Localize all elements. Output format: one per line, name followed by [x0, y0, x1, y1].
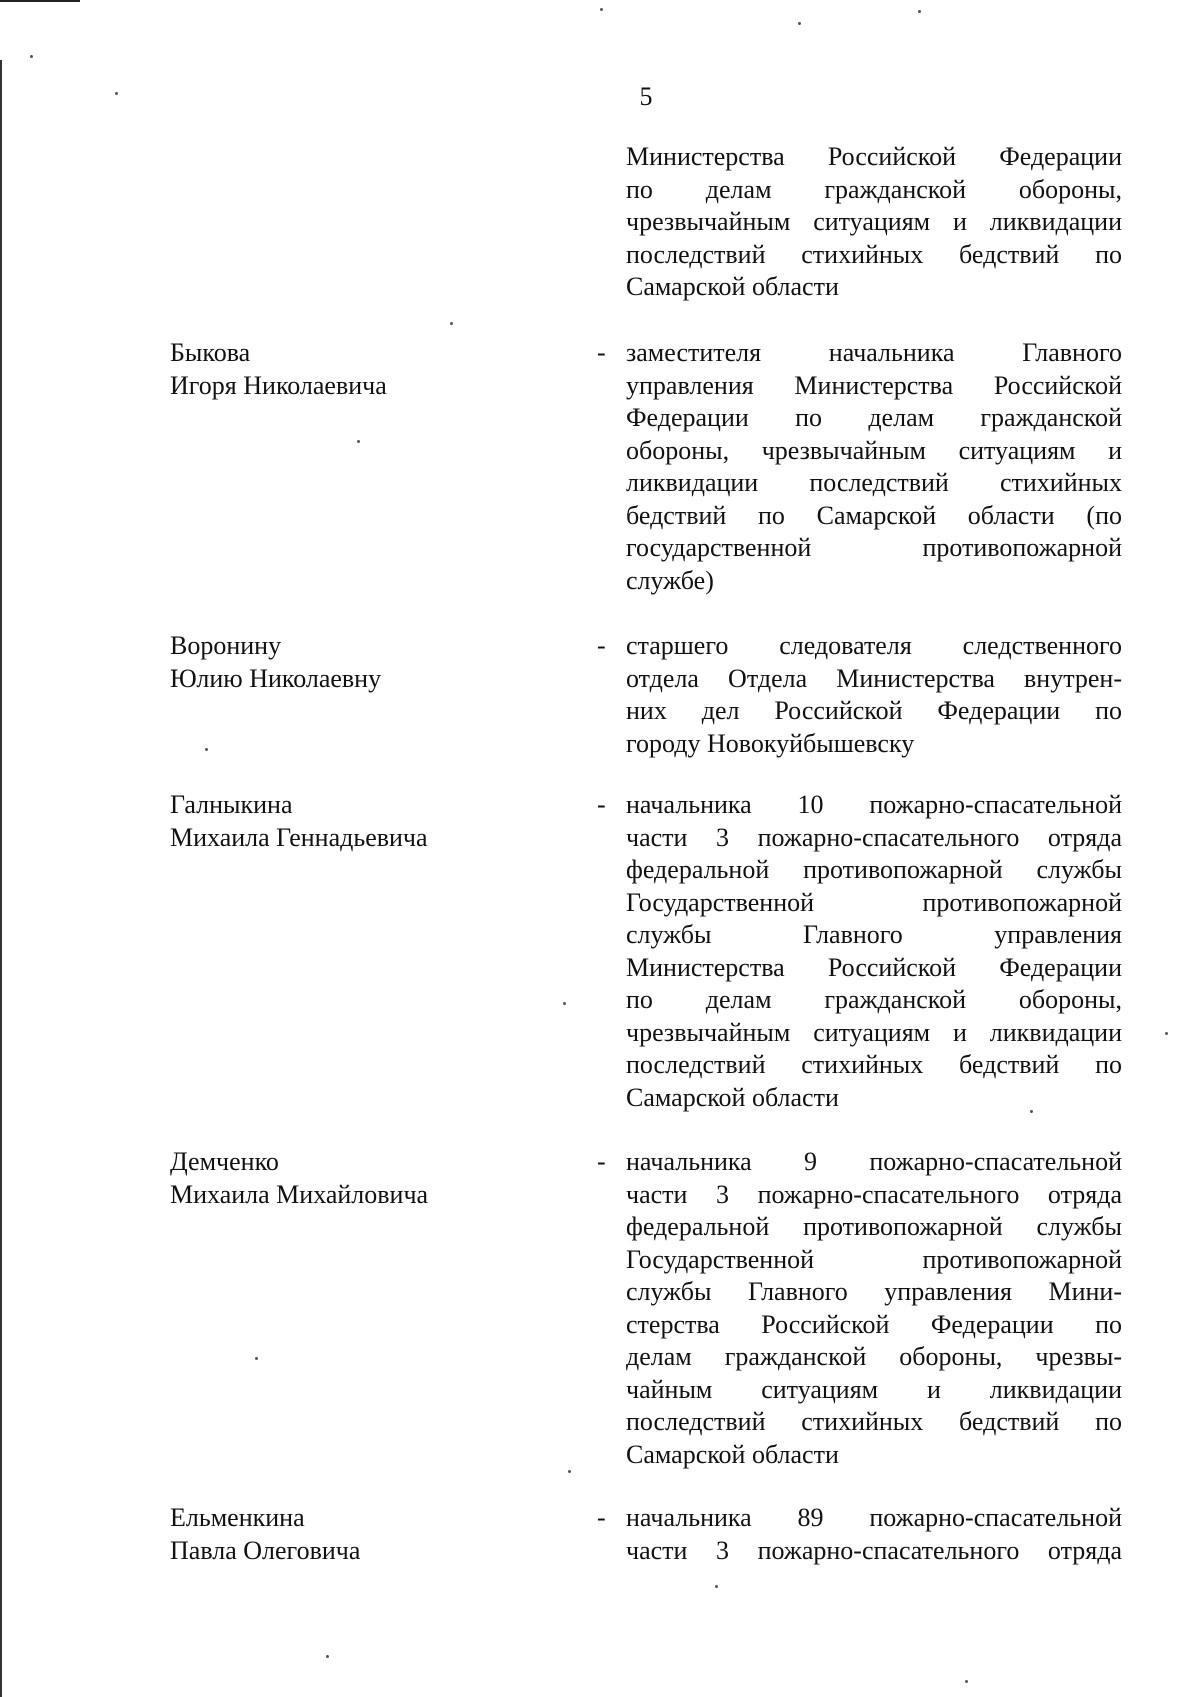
description-line: Государственной противопожарной [626, 1244, 1122, 1274]
description-line: начальника 89 пожарно-спасательной [626, 1503, 1122, 1532]
person-name [170, 630, 550, 695]
scan-speck [965, 1680, 968, 1683]
dash: - [597, 790, 606, 819]
continuation-text [626, 141, 1122, 304]
description-line: Министерства Российской Федерации [626, 952, 1122, 982]
description-line: чайным ситуациям и ликвидации [626, 1374, 1122, 1404]
scan-speck [1165, 1032, 1168, 1035]
description-line: службы Главного управления Мини- [626, 1277, 1122, 1306]
dash: - [597, 631, 606, 660]
continuation-line: чрезвычайным ситуациям и ликвидации [626, 207, 1122, 236]
scan-edge-left [0, 60, 2, 1697]
description-line: заместителя начальника Главного [626, 338, 1122, 367]
description-line: городу Новокуйбышевску [626, 728, 915, 758]
description-line: чрезвычайным ситуациям и ликвидации [626, 1017, 1122, 1047]
scan-edge-top [0, 0, 80, 2]
description-line: части 3 пожарно-спасательного отряда [626, 1179, 1122, 1209]
description-line: Федерации по делам гражданской [626, 403, 1122, 432]
dash: - [597, 1147, 606, 1176]
description-line: начальника 10 пожарно-спасательной [626, 790, 1122, 819]
continuation-line: Министерства Российской Федерации [626, 142, 1122, 171]
description-line: начальника 9 пожарно-спасательной [626, 1147, 1122, 1176]
description-line: них дел Российской Федерации по [626, 696, 1122, 725]
description-line: старшего следователя следственного [626, 631, 1122, 660]
given-names: Михаила Геннадьевича [170, 822, 428, 852]
surname: Быкова [170, 338, 251, 367]
given-names: Игоря Николаевича [170, 370, 387, 400]
scan-speck [918, 10, 921, 13]
description-line: части 3 пожарно-спасательного отряда [626, 1535, 1122, 1565]
description-line: Самарской области [626, 1439, 839, 1469]
dash: - [597, 338, 606, 367]
position-description [626, 789, 1122, 1114]
description-line: обороны, чрезвычайным ситуациям и [626, 435, 1122, 465]
scan-speck [715, 1585, 718, 1588]
scan-speck [798, 22, 801, 25]
position-description [626, 1502, 1122, 1567]
position-description [626, 1146, 1122, 1471]
description-line: части 3 пожарно-спасательного отряда [626, 822, 1122, 852]
person-name [170, 1502, 550, 1567]
scan-speck [563, 1002, 566, 1005]
description-line: Самарской области [626, 1082, 839, 1112]
description-line: Государственной противопожарной [626, 887, 1122, 917]
scan-speck [30, 55, 33, 58]
description-line: стерства Российской Федерации по [626, 1309, 1122, 1339]
description-line: бедствий по Самарской области (по [626, 500, 1122, 530]
surname: Демченко [170, 1147, 279, 1176]
person-name [170, 789, 550, 854]
scan-speck [326, 1655, 329, 1658]
given-names: Михаила Михайловича [170, 1179, 429, 1209]
scan-speck [115, 92, 118, 95]
page-number: 5 [639, 82, 653, 111]
description-line: делам гражданской обороны, чрезвы- [626, 1342, 1122, 1371]
description-line: федеральной противопожарной службы [626, 1212, 1122, 1241]
description-line: отдела Отдела Министерства внутрен- [626, 663, 1122, 693]
person-name [170, 1146, 550, 1211]
description-line: последствий стихийных бедствий по [626, 1407, 1122, 1436]
scan-speck [357, 440, 360, 443]
given-names: Юлию Николаевну [170, 663, 382, 693]
scan-speck [450, 322, 453, 325]
scan-speck [1030, 1110, 1033, 1113]
scan-speck [600, 8, 603, 11]
continuation-line: последствий стихийных бедствий по [626, 239, 1122, 269]
description-line: ликвидации последствий стихийных [626, 468, 1122, 497]
description-line: по делам гражданской обороны, [626, 985, 1122, 1014]
given-names: Павла Олеговича [170, 1535, 361, 1565]
scan-speck [568, 1470, 571, 1473]
surname: Галныкина [170, 790, 293, 819]
person-name [170, 337, 550, 402]
position-description [626, 337, 1122, 597]
continuation-line: Самарской области [626, 272, 839, 301]
continuation-line: по делам гражданской обороны, [626, 174, 1122, 204]
description-line: последствий стихийных бедствий по [626, 1050, 1122, 1079]
surname: Воронину [170, 631, 282, 660]
description-line: федеральной противопожарной службы [626, 855, 1122, 884]
scan-speck [205, 748, 208, 751]
dash: - [597, 1503, 606, 1532]
position-description [626, 630, 1122, 760]
description-line: государственной противопожарной [626, 533, 1122, 562]
surname: Ельменкина [170, 1503, 305, 1532]
description-line: службы Главного управления [626, 920, 1122, 949]
scan-speck [255, 1357, 258, 1360]
description-line: службе) [626, 565, 714, 595]
description-line: управления Министерства Российской [626, 370, 1122, 400]
